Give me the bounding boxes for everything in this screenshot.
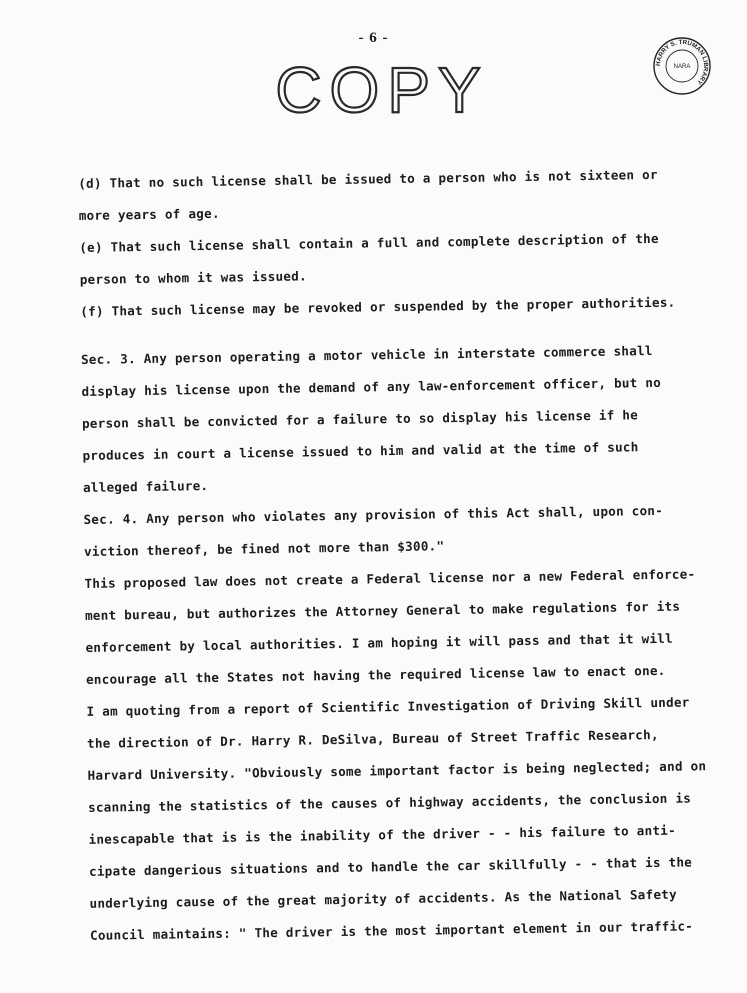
library-seal xyxy=(652,36,712,96)
text-line: person to whom it was issued. xyxy=(79,268,307,287)
text-line: display his license upon the demand of any law-enforcement officer, but no xyxy=(81,374,662,399)
copy-stamp-text: COPY xyxy=(275,54,489,124)
text-line: This proposed law does not create a Federal license nor a new Federal enforce- xyxy=(84,566,696,591)
text-line: (f) That such license may be revoked or suspended by the proper authorities. xyxy=(80,294,676,319)
text-line: inescapable that is is the inability of the driver - - his failure to anti- xyxy=(88,822,676,847)
text-line: ment bureau, but authorizes the Attorney General to make regulations for its xyxy=(84,598,681,623)
text-line: Harvard University. "Obviously some important factor is being neglected; and on xyxy=(87,758,707,783)
text-line: produces in court a license issued to him and valid at the time of such xyxy=(82,439,639,463)
text-line: viction thereof, be fined not more than $300." xyxy=(83,538,445,559)
text-line: Sec. 4. Any person who violates any provision of this Act shall, upon con- xyxy=(83,502,664,527)
text-line: more years of age. xyxy=(78,205,220,223)
text-line: Sec. 3. Any person operating a motor vehicle in interstate commerce shall xyxy=(80,342,653,367)
text-line: the direction of Dr. Harry R. DeSilva, Bureau of Street Traffic Research, xyxy=(86,726,659,751)
text-line: cipate dangerious situations and to handle the car skillfully - - that is the xyxy=(88,854,693,879)
page-number: - 6 - xyxy=(358,30,389,46)
document-body xyxy=(78,158,730,952)
text-line: encourage all the States not having the required license law to enact one. xyxy=(85,662,666,687)
text-line: Council maintains: " The driver is the most important element in our traffic- xyxy=(89,918,694,943)
text-line: enforcement by local authorities. I am hoping it will pass and that it will xyxy=(85,630,673,655)
seal-center-text: NARA xyxy=(673,64,691,70)
text-line: (e) That such license shall contain a full and complete description of the xyxy=(79,230,659,255)
copy-stamp xyxy=(262,54,502,124)
text-line: scanning the statistics of the causes of highway accidents, the conclusion is xyxy=(87,790,692,815)
text-line: underlying cause of the great majority of accidents. As the National Safety xyxy=(89,886,678,911)
text-line: I am quoting from a report of Scientific Investigation of Driving Skill under xyxy=(86,694,690,719)
seal-ring-text: HARRY S. TRUMAN LIBRARY xyxy=(654,38,710,86)
text-line: (d) That no such license shall be issued to a person who is not sixteen or xyxy=(78,166,658,191)
text-line: person shall be convicted for a failure to so display his license if he xyxy=(81,407,639,431)
text-line: alleged failure. xyxy=(82,477,209,495)
